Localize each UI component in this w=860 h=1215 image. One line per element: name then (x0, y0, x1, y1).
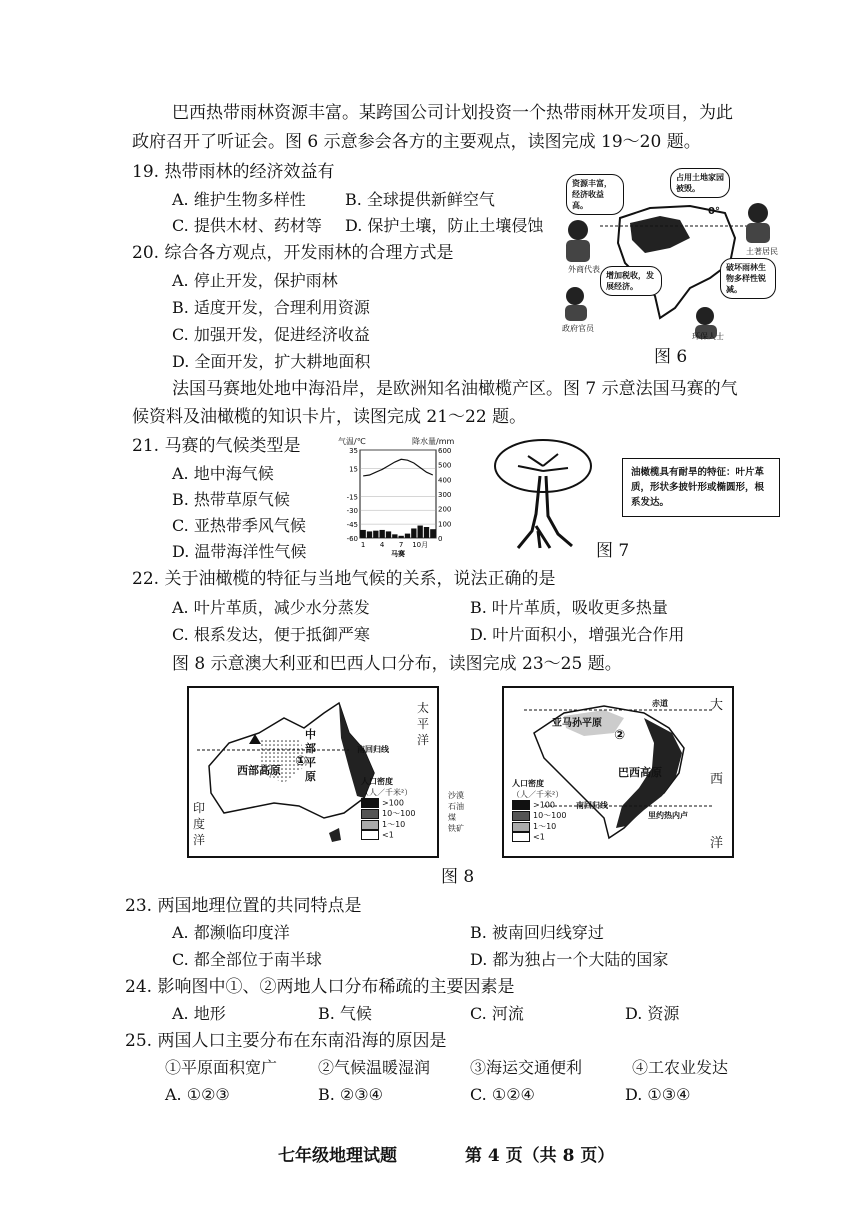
label-env: 环保人士 (692, 332, 724, 341)
figure-6 (560, 168, 780, 343)
legend-row (361, 808, 415, 819)
legend-label: 10～100 (533, 811, 567, 820)
bubble-merchant: 资源丰富，经济收益高。 (566, 174, 624, 215)
question-25-stem: 25. 两国人口主要分布在东南沿海的原因是 (125, 1031, 447, 1051)
bubble-official: 增加税收，发展经济。 (600, 266, 662, 296)
label-atlantic-1: 大 (710, 698, 724, 713)
label-atlantic-2: 西 (710, 772, 724, 787)
footer-subject: 七年级地理试题 (278, 1146, 397, 1166)
legend-row (361, 830, 415, 840)
question-23-stem: 23. 两国地理位置的共同特点是 (125, 896, 362, 916)
chart-left-tick-label: 15 (349, 465, 358, 474)
label-pacific: 太平洋 (417, 701, 430, 747)
marker-1: ① (295, 754, 307, 769)
resource-legend-item: 煤 (448, 813, 456, 822)
q21-option-a[interactable]: A. 地中海气候 (172, 464, 274, 483)
legend-label: 10～100 (382, 809, 416, 818)
q23-option-a[interactable]: A. 都濒临印度洋 (172, 923, 290, 942)
question-22-stem: 22. 关于油橄榄的特征与当地气候的关系，说法正确的是 (132, 569, 556, 589)
q19-option-b[interactable]: B. 全球提供新鲜空气 (345, 190, 495, 209)
q24-option-b[interactable]: B. 气候 (318, 1004, 372, 1023)
olive-knowledge-card: 油橄榄具有耐旱的特征：叶片革质，形状多披针形或椭圆形，根系发达。 (622, 458, 780, 517)
chart-precip-bar (386, 531, 391, 538)
legend-title: 人口密度 (361, 777, 393, 786)
au-legend (361, 776, 415, 840)
br-legend (512, 778, 566, 842)
legend-row (361, 819, 415, 830)
resource-legend-item: 石油 (448, 802, 464, 811)
bubble-native: 占用土地家园被毁。 (670, 168, 730, 198)
chart-x-tick-label: 4 (379, 541, 385, 549)
q25-option-c[interactable]: C. ①②④ (470, 1085, 535, 1104)
figure-6-caption: 图 6 (654, 347, 688, 367)
legend-unit: （人／千米²） (512, 790, 564, 799)
q25-statement-4: ④工农业发达 (632, 1058, 729, 1077)
chart-precip-bar (399, 536, 404, 538)
label-indian-ocean: 印度洋 (193, 801, 206, 847)
legend-label: <1 (533, 832, 545, 842)
marker-2: ② (614, 728, 626, 743)
q21-option-b[interactable]: B. 热带草原气候 (172, 490, 290, 509)
legend-swatch (512, 832, 530, 842)
chart-x-tick-label: 10月 (412, 541, 429, 549)
brazil-map (502, 686, 734, 858)
climate-chart-svg (338, 446, 463, 564)
chart-right-tick-label: 300 (438, 491, 452, 499)
intro-line: 政府召开了听证会。图 6 示意参会各方的主要观点，读图完成 19～20 题。 (132, 132, 701, 152)
chart-precip-bar (380, 530, 385, 538)
q22-option-a[interactable]: A. 叶片革质，减少水分蒸发 (172, 598, 370, 617)
label-equator-br: 赤道 (652, 699, 668, 708)
label-amazon: 亚马孙平原 (552, 718, 602, 729)
chart-precip-bar (392, 534, 397, 538)
q25-option-a[interactable]: A. ①②③ (165, 1085, 230, 1104)
legend-label: 1～10 (533, 822, 557, 831)
label-tropic-au: 南回归线 (357, 745, 389, 754)
q21-option-c[interactable]: C. 亚热带季风气候 (172, 516, 306, 535)
legend-label: >100 (533, 800, 555, 810)
legend-swatch (512, 811, 530, 821)
q22-option-b[interactable]: B. 叶片革质，吸收更多热量 (470, 598, 668, 617)
chart-x-tick-label: 1 (360, 541, 366, 549)
legend-swatch (361, 820, 379, 830)
chart-precip-bar (430, 529, 435, 538)
resource-legend-item: 铁矿 (448, 824, 464, 833)
bubble-env: 破坏雨林生物多样性锐减。 (720, 258, 776, 299)
chart-left-tick-label: -30 (346, 507, 358, 516)
q22-option-c[interactable]: C. 根系发达，便于抵御严寒 (172, 625, 370, 644)
q22-option-d[interactable]: D. 叶片面积小，增强光合作用 (470, 625, 685, 644)
label-atlantic-3: 洋 (710, 836, 724, 851)
chart-left-axis-label: 气温/℃ (338, 437, 366, 446)
chart-left-tick-label: 35 (349, 447, 358, 455)
chart-right-tick-label: 200 (438, 505, 452, 514)
chart-left-tick-label: -15 (346, 493, 358, 502)
q20-option-d[interactable]: D. 全面开发，扩大耕地面积 (172, 352, 371, 371)
olive-tree-icon (488, 436, 598, 551)
q19-option-c[interactable]: C. 提供木材、药材等 (172, 216, 322, 235)
q19-option-d[interactable]: D. 保护土壤，防止土壤侵蚀 (345, 216, 544, 235)
q21-option-d[interactable]: D. 温带海洋性气候 (172, 542, 307, 561)
q23-option-b[interactable]: B. 被南回归线穿过 (470, 923, 604, 942)
q25-option-d[interactable]: D. ①③④ (625, 1085, 691, 1104)
legend-swatch (512, 822, 530, 832)
intro-line: 图 8 示意澳大利亚和巴西人口分布，读图完成 23～25 题。 (172, 654, 622, 674)
chart-precip-bar (405, 534, 410, 538)
label-central-plain: 中部平原 (305, 728, 316, 783)
legend-unit: （人／千米²） (361, 788, 413, 797)
q25-statement-1: ①平原面积宽广 (165, 1058, 278, 1077)
chart-left-tick-label: -45 (346, 521, 358, 530)
question-21-stem: 21. 马赛的气候类型是 (132, 436, 301, 456)
intro-line: 法国马赛地处地中海沿岸，是欧洲知名油橄榄产区。图 7 示意法国马赛的气 (172, 379, 738, 399)
figure-7-caption: 图 7 (596, 541, 630, 561)
q25-option-b[interactable]: B. ②③④ (318, 1085, 383, 1104)
chart-precip-bar (373, 531, 378, 538)
label-official: 政府官员 (562, 324, 594, 333)
question-19-stem: 19. 热带雨林的经济效益有 (132, 162, 335, 182)
q20-option-c[interactable]: C. 加强开发，促进经济收益 (172, 325, 370, 344)
q25-statement-3: ③海运交通便利 (470, 1058, 583, 1077)
australia-map (187, 686, 439, 858)
question-24-stem: 24. 影响图中①、②两地人口分布稀疏的主要因素是 (125, 977, 515, 997)
intro-line: 巴西热带雨林资源丰富。某跨国公司计划投资一个热带雨林开发项目，为此 (172, 103, 733, 123)
q24-option-c[interactable]: C. 河流 (470, 1004, 524, 1023)
resource-legend (448, 790, 492, 834)
climate-chart (338, 436, 463, 564)
legend-title: 人口密度 (512, 779, 544, 788)
legend-label: 1～10 (382, 820, 406, 829)
chart-right-tick-label: 100 (438, 520, 452, 529)
legend-row (512, 821, 566, 832)
q20-option-b[interactable]: B. 适度开发，合理利用资源 (172, 298, 370, 317)
chart-right-axis-label: 降水量/mm (412, 437, 455, 446)
equator-label: 0° (708, 206, 720, 217)
legend-swatch (361, 809, 379, 819)
figure-8-caption: 图 8 (441, 867, 475, 887)
chart-x-label: 马赛 (391, 550, 405, 558)
chart-x-tick-label: 7 (398, 541, 404, 549)
chart-precip-bar (418, 526, 423, 538)
resource-legend-item: 沙漠 (448, 791, 464, 800)
question-20-stem: 20. 综合各方观点，开发雨林的合理方式是 (132, 243, 454, 263)
q24-option-d[interactable]: D. 资源 (625, 1004, 680, 1023)
chart-right-tick-label: 400 (438, 476, 452, 485)
label-brazil-plateau: 巴西高原 (618, 766, 662, 779)
label-native: 土著居民 (746, 247, 778, 256)
label-rio: 里约热内卢 (648, 811, 688, 820)
q19-option-a[interactable]: A. 维护生物多样性 (172, 190, 306, 209)
legend-row (512, 800, 566, 810)
chart-left-tick-label: -60 (346, 535, 358, 543)
footer-page: 第 4 页（共 8 页） (465, 1146, 615, 1166)
chart-precip-bar (361, 530, 366, 538)
label-merchant: 外商代表 (568, 265, 600, 274)
chart-right-tick-label: 600 (438, 447, 452, 455)
q20-option-a[interactable]: A. 停止开发，保护雨林 (172, 271, 338, 290)
q23-option-d[interactable]: D. 都为独占一个大陆的国家 (470, 950, 669, 969)
chart-right-tick-label: 0 (438, 535, 443, 543)
q23-option-c[interactable]: C. 都全部位于南半球 (172, 950, 322, 969)
legend-row (361, 798, 415, 808)
legend-row (512, 832, 566, 842)
chart-precip-bar (367, 531, 372, 538)
chart-plot-area (360, 450, 436, 538)
chart-precip-bar (411, 528, 416, 538)
q24-option-a[interactable]: A. 地形 (172, 1004, 226, 1023)
label-western-plateau: 西部高原 (237, 764, 281, 777)
legend-swatch (512, 800, 530, 810)
label-tropic-br: 南回归线 (576, 801, 608, 810)
legend-label: <1 (382, 830, 394, 840)
intro-line: 候资料及油橄榄的知识卡片，读图完成 21～22 题。 (132, 407, 527, 427)
chart-right-tick-label: 500 (438, 461, 452, 470)
legend-row (512, 810, 566, 821)
legend-swatch (361, 830, 379, 840)
q25-statement-2: ②气候温暖湿润 (318, 1058, 431, 1077)
legend-label: >100 (382, 798, 404, 808)
legend-swatch (361, 798, 379, 808)
chart-precip-bar (424, 527, 429, 538)
